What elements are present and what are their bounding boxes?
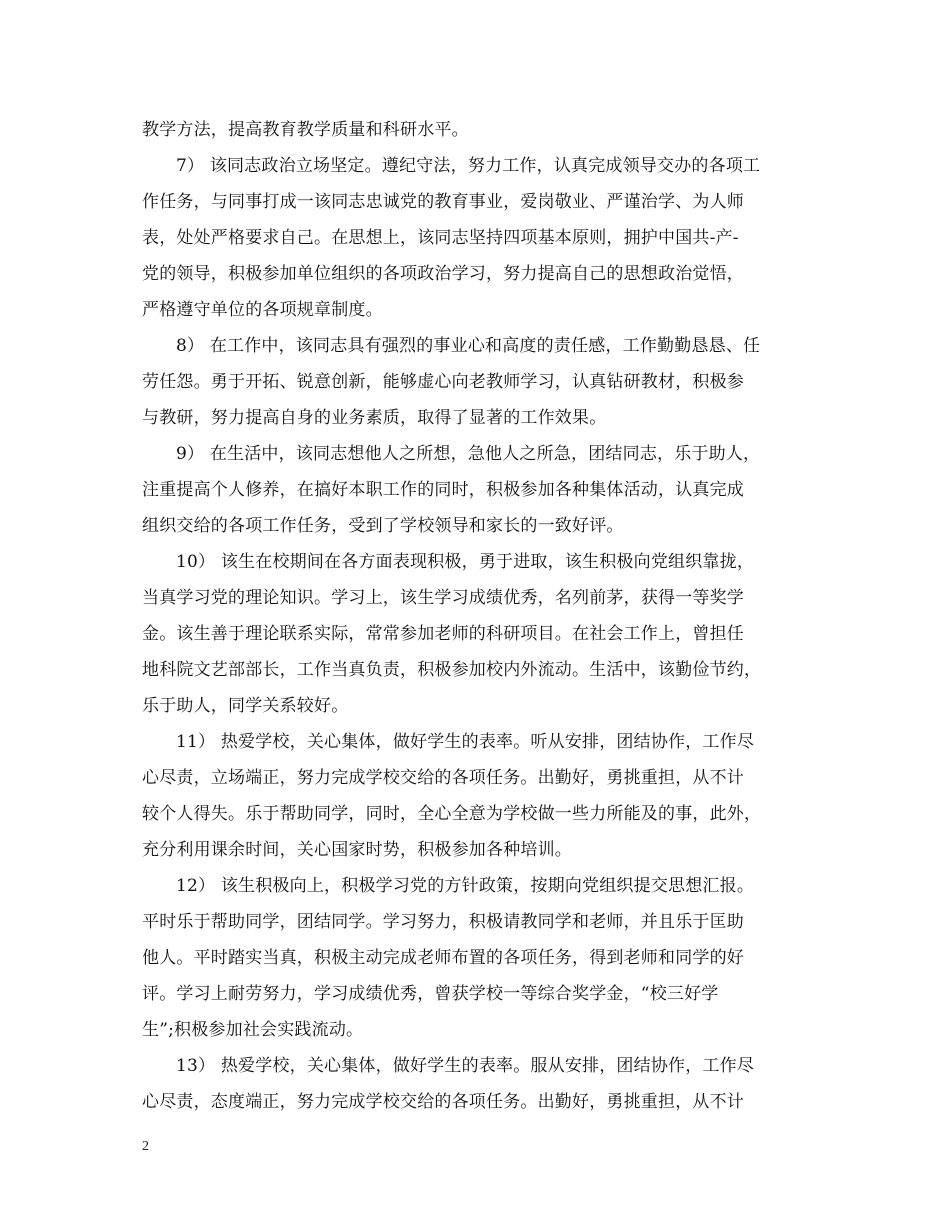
text-line: 8） 在工作中，该同志具有强烈的事业心和高度的责任感，工作勤勤恳恳、任 [176, 336, 761, 356]
text-line: 党的领导，积极参加单位组织的各项政治学习，努力提高自己的思想政治觉悟， [142, 264, 744, 284]
text-line: 严格遵守单位的各项规章制度。 [142, 300, 383, 320]
text-line: 劳任怨。勇于开拓、锐意创新，能够虚心向老教师学习，认真钻研教材，积极参 [142, 372, 744, 392]
text-line: 较个人得失。乐于帮助同学，同时，全心全意为学校做一些力所能及的事，此外， [142, 804, 762, 824]
text-line: 10） 该生在校期间在各方面表现积极，勇于进取，该生积极向党组织靠拢， [176, 552, 755, 572]
text-line: 生”;积极参加社会实践流动。 [142, 1020, 364, 1040]
text-line: 平时乐于帮助同学，团结同学。学习努力，积极请教同学和老师，并且乐于匡助 [142, 912, 744, 932]
text-line: 金。该生善于理论联系实际，常常参加老师的科研项目。在社会工作上，曾担任 [142, 624, 744, 644]
text-line: 充分利用课余时间，关心国家时势，积极参加各种培训。 [142, 840, 572, 860]
text-line: 他人。平时踏实当真，积极主动完成老师布置的各项任务，得到老师和同学的好 [142, 948, 744, 968]
text-line: 表，处处严格要求自己。在思想上，该同志坚持四项基本原则，拥护中国共-产- [142, 228, 739, 248]
text-line: 组织交给的各项工作任务，受到了学校领导和家长的一致好评。 [142, 516, 624, 536]
text-line: 心尽责，立场端正，努力完成学校交给的各项任务。出勤好，勇挑重担，从不计 [142, 768, 744, 788]
text-line: 12） 该生积极向上，积极学习党的方针政策，按期向党组织提交思想汇报。 [176, 876, 755, 896]
text-line: 乐于助人，同学关系较好。 [142, 696, 349, 716]
text-line: 13） 热爱学校，关心集体，做好学生的表率。服从安排，团结协作，工作尽 [176, 1056, 755, 1076]
text-line: 教学方法，提高教育教学质量和科研水平。 [142, 120, 469, 140]
text-line: 心尽责，态度端正，努力完成学校交给的各项任务。出勤好，勇挑重担，从不计 [142, 1092, 744, 1112]
body-text [142, 112, 812, 1120]
text-line: 地科院文艺部部长，工作当真负责，积极参加校内外流动。生活中，该勤俭节约， [142, 660, 762, 680]
text-line: 当真学习党的理论知识。学习上，该生学习成绩优秀，名列前茅，获得一等奖学 [142, 588, 744, 608]
text-line: 与教研，努力提高自身的业务素质，取得了显著的工作效果。 [142, 408, 607, 428]
text-line: 评。学习上耐劳努力，学习成绩优秀，曾获学校一等综合奖学金，“校三好学 [142, 984, 719, 1004]
page-number: 2 [142, 1139, 149, 1154]
text-line: 作任务，与同事打成一该同志忠诚党的教育事业，爱岗敬业、严谨治学、为人师 [142, 192, 744, 212]
text-line: 11） 热爱学校，关心集体，做好学生的表率。听从安排，团结协作，工作尽 [176, 732, 755, 752]
text-line: 9） 在生活中，该同志想他人之所想，急他人之所急，团结同志，乐于助人， [176, 444, 761, 464]
text-line: 注重提高个人修养，在搞好本职工作的同时，积极参加各种集体活动，认真完成 [142, 480, 744, 500]
text-line: 7） 该同志政治立场坚定。遵纪守法，努力工作，认真完成领导交办的各项工 [176, 156, 761, 176]
